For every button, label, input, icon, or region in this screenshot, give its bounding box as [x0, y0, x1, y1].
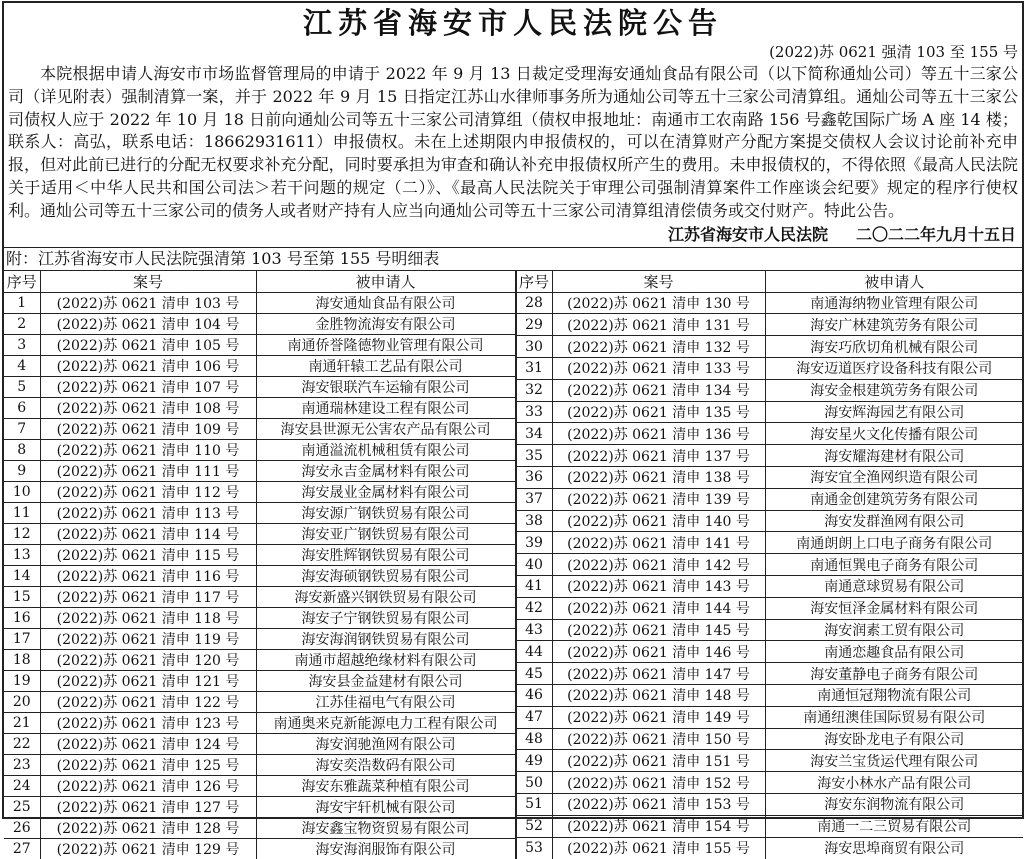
- row-respondent: 海安辉海园艺有限公司: [765, 401, 1023, 423]
- table-row: [4, 817, 515, 838]
- row-case-number: (2022)苏 0621 清申 123 号: [40, 712, 256, 733]
- row-respondent: 南通恒冠翔物流有限公司: [765, 684, 1023, 706]
- row-case-number: (2022)苏 0621 清申 151 号: [552, 750, 765, 772]
- row-index: 20: [4, 691, 40, 712]
- row-case-number: (2022)苏 0621 清申 129 号: [40, 838, 256, 859]
- table-row: [4, 376, 515, 397]
- row-case-number: (2022)苏 0621 清申 124 号: [40, 733, 256, 754]
- row-index: 21: [4, 712, 40, 733]
- table-row: [516, 706, 1023, 728]
- table-row: [4, 397, 515, 418]
- row-case-number: (2022)苏 0621 清申 133 号: [552, 357, 765, 379]
- row-respondent: 海安润驰渔网有限公司: [256, 733, 515, 754]
- row-case-number: (2022)苏 0621 清申 139 号: [552, 488, 765, 510]
- row-respondent: 南通侨誉隆德物业管理有限公司: [256, 334, 515, 355]
- row-respondent: 海安东润物流有限公司: [765, 793, 1023, 815]
- row-index: 53: [516, 837, 552, 859]
- row-case-number: (2022)苏 0621 清申 132 号: [552, 336, 765, 358]
- row-respondent: 南通轩辕工艺品有限公司: [256, 355, 515, 376]
- row-case-number: (2022)苏 0621 清申 134 号: [552, 379, 765, 401]
- row-case-number: (2022)苏 0621 清申 147 号: [552, 663, 765, 685]
- row-index: 12: [4, 523, 40, 544]
- row-respondent: 海安海硕钢铁贸易有限公司: [256, 565, 515, 586]
- row-case-number: (2022)苏 0621 清申 153 号: [552, 793, 765, 815]
- row-index: 28: [516, 292, 552, 314]
- row-index: 49: [516, 750, 552, 772]
- row-respondent: 海安小林水产品有限公司: [765, 772, 1023, 794]
- table-row: [516, 750, 1023, 772]
- row-respondent: 海安奕浩数码有限公司: [256, 754, 515, 775]
- table-row: [4, 313, 515, 334]
- appendix-table-right: [516, 271, 1024, 859]
- row-index: 15: [4, 586, 40, 607]
- appendix-title: 附：江苏省海安市人民法院强清第 103 号至第 155 号明细表: [6, 248, 440, 268]
- table-row: [516, 619, 1023, 641]
- row-respondent: 南通海纳物业管理有限公司: [765, 292, 1023, 314]
- row-index: 24: [4, 775, 40, 796]
- announcement-title: 江苏省海安市人民法院公告: [302, 6, 723, 40]
- row-respondent: 海安发群渔网有限公司: [765, 510, 1023, 532]
- row-index: 26: [4, 817, 40, 838]
- row-respondent: 海安思埠商贸有限公司: [765, 837, 1023, 859]
- table-row: [516, 793, 1023, 815]
- row-index: 19: [4, 670, 40, 691]
- row-index: 51: [516, 793, 552, 815]
- header-case-no: 案号: [40, 271, 256, 293]
- row-index: 25: [4, 796, 40, 817]
- row-respondent: 海安新盛兴钢铁贸易有限公司: [256, 586, 515, 607]
- row-index: 47: [516, 706, 552, 728]
- table-row: [4, 754, 515, 775]
- row-case-number: (2022)苏 0621 清申 111 号: [40, 460, 256, 481]
- table-row: [516, 379, 1023, 401]
- table-row: [4, 775, 515, 796]
- row-case-number: (2022)苏 0621 清申 152 号: [552, 772, 765, 794]
- row-case-number: (2022)苏 0621 清申 109 号: [40, 418, 256, 439]
- appendix-tables: [4, 270, 1022, 859]
- row-respondent: 南通意球贸易有限公司: [765, 575, 1023, 597]
- court-name: 江苏省海安市人民法院: [667, 224, 828, 244]
- header-index: 序号: [4, 271, 40, 293]
- table-row: [516, 663, 1023, 685]
- row-respondent: 海安县世源无公害农产品有限公司: [256, 418, 515, 439]
- row-case-number: (2022)苏 0621 清申 114 号: [40, 523, 256, 544]
- row-respondent: 海安永吉金属材料有限公司: [256, 460, 515, 481]
- table-row: [4, 733, 515, 754]
- row-index: 36: [516, 466, 552, 488]
- table-row: [4, 355, 515, 376]
- row-index: 34: [516, 423, 552, 445]
- table-row: [4, 628, 515, 649]
- row-index: 43: [516, 619, 552, 641]
- row-case-number: (2022)苏 0621 清申 130 号: [552, 292, 765, 314]
- table-row: [516, 423, 1023, 445]
- table-row: [516, 728, 1023, 750]
- row-respondent: 海安源广钢铁贸易有限公司: [256, 502, 515, 523]
- row-index: 50: [516, 772, 552, 794]
- table-row: [4, 565, 515, 586]
- row-case-number: (2022)苏 0621 清申 125 号: [40, 754, 256, 775]
- row-index: 6: [4, 397, 40, 418]
- table-row: [516, 314, 1023, 336]
- row-case-number: (2022)苏 0621 清申 106 号: [40, 355, 256, 376]
- table-row: [4, 439, 515, 460]
- row-index: 5: [4, 376, 40, 397]
- row-respondent: 海安亚广钢铁贸易有限公司: [256, 523, 515, 544]
- row-index: 18: [4, 649, 40, 670]
- row-index: 22: [4, 733, 40, 754]
- row-case-number: (2022)苏 0621 清申 122 号: [40, 691, 256, 712]
- table-row: [4, 523, 515, 544]
- row-index: 35: [516, 445, 552, 467]
- row-respondent: 南通奥来克新能源电力工程有限公司: [256, 712, 515, 733]
- row-respondent: 海安巧欣切角机械有限公司: [765, 336, 1023, 358]
- table-row: [4, 544, 515, 565]
- table-row: [516, 445, 1023, 467]
- row-case-number: (2022)苏 0621 清申 104 号: [40, 313, 256, 334]
- row-case-number: (2022)苏 0621 清申 105 号: [40, 334, 256, 355]
- row-case-number: (2022)苏 0621 清申 146 号: [552, 641, 765, 663]
- row-index: 52: [516, 815, 552, 837]
- header-case-no: 案号: [552, 271, 765, 293]
- row-case-number: (2022)苏 0621 清申 103 号: [40, 292, 256, 313]
- table-row: [4, 334, 515, 355]
- row-index: 3: [4, 334, 40, 355]
- row-index: 13: [4, 544, 40, 565]
- row-case-number: (2022)苏 0621 清申 119 号: [40, 628, 256, 649]
- row-index: 48: [516, 728, 552, 750]
- row-index: 30: [516, 336, 552, 358]
- table-row: [516, 401, 1023, 423]
- row-respondent: 海安海润服饰有限公司: [256, 838, 515, 859]
- table-row: [4, 838, 515, 859]
- row-respondent: 海安广林建筑劳务有限公司: [765, 314, 1023, 336]
- row-index: 27: [4, 838, 40, 859]
- table-row: [516, 488, 1023, 510]
- row-case-number: (2022)苏 0621 清申 118 号: [40, 607, 256, 628]
- row-respondent: 海安鑫宝物资贸易有限公司: [256, 817, 515, 838]
- row-respondent: 南通市超越绝缘材料有限公司: [256, 649, 515, 670]
- row-index: 41: [516, 575, 552, 597]
- row-respondent: 南通一二三贸易有限公司: [765, 815, 1023, 837]
- table-row: [516, 575, 1023, 597]
- row-case-number: (2022)苏 0621 清申 135 号: [552, 401, 765, 423]
- row-case-number: (2022)苏 0621 清申 126 号: [40, 775, 256, 796]
- table-row: [4, 418, 515, 439]
- row-respondent: 海安星火文化传播有限公司: [765, 423, 1023, 445]
- row-index: 9: [4, 460, 40, 481]
- table-row: [516, 510, 1023, 532]
- row-index: 40: [516, 554, 552, 576]
- row-index: 44: [516, 641, 552, 663]
- row-case-number: (2022)苏 0621 清申 107 号: [40, 376, 256, 397]
- announcement-date: 二〇二二年九月十五日: [855, 224, 1016, 244]
- table-row: [4, 796, 515, 817]
- row-index: 37: [516, 488, 552, 510]
- row-index: 10: [4, 481, 40, 502]
- row-case-number: (2022)苏 0621 清申 148 号: [552, 684, 765, 706]
- row-case-number: (2022)苏 0621 清申 137 号: [552, 445, 765, 467]
- row-index: 39: [516, 532, 552, 554]
- row-case-number: (2022)苏 0621 清申 155 号: [552, 837, 765, 859]
- row-respondent: 海安耀海建材有限公司: [765, 445, 1023, 467]
- row-respondent: 海安迈道医疗设备科技有限公司: [765, 357, 1023, 379]
- table-row: [516, 815, 1023, 837]
- row-respondent: 南通纽澳佳国际贸易有限公司: [765, 706, 1023, 728]
- row-case-number: (2022)苏 0621 清申 115 号: [40, 544, 256, 565]
- row-respondent: 海安海润钢铁贸易有限公司: [256, 628, 515, 649]
- table-row: [4, 691, 515, 712]
- row-index: 4: [4, 355, 40, 376]
- row-case-number: (2022)苏 0621 清申 116 号: [40, 565, 256, 586]
- row-respondent: 海安董静电子商务有限公司: [765, 663, 1023, 685]
- table-row: [4, 586, 515, 607]
- row-index: 38: [516, 510, 552, 532]
- table-row: [4, 460, 515, 481]
- row-respondent: 海安子宁钢铁贸易有限公司: [256, 607, 515, 628]
- table-row: [4, 292, 515, 313]
- row-case-number: (2022)苏 0621 清申 145 号: [552, 619, 765, 641]
- row-case-number: (2022)苏 0621 清申 149 号: [552, 706, 765, 728]
- header-respondent: 被申请人: [765, 271, 1023, 293]
- row-case-number: (2022)苏 0621 清申 140 号: [552, 510, 765, 532]
- row-respondent: 南通朗朗上口电子商务有限公司: [765, 532, 1023, 554]
- row-index: 7: [4, 418, 40, 439]
- table-row: [516, 597, 1023, 619]
- row-index: 33: [516, 401, 552, 423]
- row-respondent: 海安宜全渔网织造有限公司: [765, 466, 1023, 488]
- row-index: 16: [4, 607, 40, 628]
- row-case-number: (2022)苏 0621 清申 128 号: [40, 817, 256, 838]
- row-respondent: 海安通灿食品有限公司: [256, 292, 515, 313]
- row-respondent: 海安兰宝货运代理有限公司: [765, 750, 1023, 772]
- row-index: 31: [516, 357, 552, 379]
- announcement-page: [2, 1, 1024, 858]
- row-case-number: (2022)苏 0621 清申 141 号: [552, 532, 765, 554]
- row-respondent: 海安胜辉钢铁贸易有限公司: [256, 544, 515, 565]
- header-respondent: 被申请人: [256, 271, 515, 293]
- table-row: [4, 607, 515, 628]
- row-index: 46: [516, 684, 552, 706]
- row-case-number: (2022)苏 0621 清申 142 号: [552, 554, 765, 576]
- row-respondent: 南通金创建筑劳务有限公司: [765, 488, 1023, 510]
- row-respondent: 海安晟业金属材料有限公司: [256, 481, 515, 502]
- row-index: 17: [4, 628, 40, 649]
- row-index: 23: [4, 754, 40, 775]
- row-case-number: (2022)苏 0621 清申 131 号: [552, 314, 765, 336]
- announcement-body: 本院根据申请人海安市市场监督管理局的申请于 2022 年 9 月 13 日裁定受理海安通灿食品有限公司（以下简称通灿公司）等五十三家公司（详见附表）强制清算一案，并于 2022 年 9 月 15 日指定江苏山水律师事务所为通灿公司等五十三家公司清算组。通灿公司等五十三家公司债权人应于 2022 年 10 月 18 日前向通灿公司等五十三家公司清算组（债权申报地址：南通市工农南路 156 号鑫乾国际广场 A 座 14 楼；联系人：高弘，联系电话：18662931611）申报债权。未在上述期限内申报债权的，可以在清算财产分配方案提交债权人会议讨论前补充申报，但对此前已进行的分配无权要求补充分配，同时要承担为审查和确认补充申报债权所产生的费用。未申报债权的，不得依照《最高人民法院关于适用＜中华人民共和国公司法＞若干问题的规定（二）》、《最高人民法院关于审理公司强制清算案件工作座谈会纪要》规定的程序行使权利。通灿公司等五十三家公司的债务人或者财产持有人应当向通灿公司等五十三家公司清算组清偿债务或交付财产。特此公告。: [8, 64, 1018, 220]
- table-row: [516, 837, 1023, 859]
- table-row: [4, 502, 515, 523]
- row-respondent: 海安润素工贸有限公司: [765, 619, 1023, 641]
- row-case-number: (2022)苏 0621 清申 144 号: [552, 597, 765, 619]
- table-row: [516, 772, 1023, 794]
- table-row: [4, 712, 515, 733]
- table-row: [516, 532, 1023, 554]
- table-row: [516, 292, 1023, 314]
- signature-line: [4, 223, 1022, 247]
- row-respondent: 海安县金益建材有限公司: [256, 670, 515, 691]
- row-index: 14: [4, 565, 40, 586]
- row-respondent: 金胜物流海安有限公司: [256, 313, 515, 334]
- table-row: [516, 641, 1023, 663]
- row-index: 45: [516, 663, 552, 685]
- row-case-number: (2022)苏 0621 清申 154 号: [552, 815, 765, 837]
- row-case-number: (2022)苏 0621 清申 143 号: [552, 575, 765, 597]
- row-index: 32: [516, 379, 552, 401]
- row-respondent: 南通瑞林建设工程有限公司: [256, 397, 515, 418]
- table-row: [516, 554, 1023, 576]
- table-row: [516, 357, 1023, 379]
- row-index: 8: [4, 439, 40, 460]
- table-row: [516, 684, 1023, 706]
- row-case-number: (2022)苏 0621 清申 120 号: [40, 649, 256, 670]
- row-case-number: (2022)苏 0621 清申 117 号: [40, 586, 256, 607]
- row-respondent: 海安东雅蔬菜种植有限公司: [256, 775, 515, 796]
- header-index: 序号: [516, 271, 552, 293]
- row-respondent: 南通溢流机械租赁有限公司: [256, 439, 515, 460]
- row-index: 11: [4, 502, 40, 523]
- row-respondent: 江苏佳福电气有限公司: [256, 691, 515, 712]
- row-index: 1: [4, 292, 40, 313]
- table-row: [4, 481, 515, 502]
- row-index: 29: [516, 314, 552, 336]
- row-respondent: 海安银联汽车运输有限公司: [256, 376, 515, 397]
- appendix-table-left: [4, 271, 516, 859]
- row-case-number: (2022)苏 0621 清申 110 号: [40, 439, 256, 460]
- table-row: [4, 670, 515, 691]
- appendix-table-left-body: [4, 292, 515, 859]
- row-respondent: 海安恒泽金属材料有限公司: [765, 597, 1023, 619]
- table-row: [516, 336, 1023, 358]
- table-row: [516, 466, 1023, 488]
- row-index: 2: [4, 313, 40, 334]
- row-case-number: (2022)苏 0621 清申 138 号: [552, 466, 765, 488]
- row-case-number: (2022)苏 0621 清申 127 号: [40, 796, 256, 817]
- case-reference: (2022)苏 0621 强清 103 至 155 号: [769, 43, 1018, 61]
- row-respondent: 南通恒巽电子商务有限公司: [765, 554, 1023, 576]
- row-case-number: (2022)苏 0621 清申 136 号: [552, 423, 765, 445]
- row-case-number: (2022)苏 0621 清申 113 号: [40, 502, 256, 523]
- row-index: 42: [516, 597, 552, 619]
- row-respondent: 海安金根建筑劳务有限公司: [765, 379, 1023, 401]
- row-case-number: (2022)苏 0621 清申 150 号: [552, 728, 765, 750]
- row-respondent: 南通恋趣食品有限公司: [765, 641, 1023, 663]
- appendix-table-right-body: [516, 292, 1023, 859]
- row-case-number: (2022)苏 0621 清申 121 号: [40, 670, 256, 691]
- row-respondent: 海安宇轩机械有限公司: [256, 796, 515, 817]
- row-respondent: 海安卧龙电子有限公司: [765, 728, 1023, 750]
- row-case-number: (2022)苏 0621 清申 112 号: [40, 481, 256, 502]
- table-row: [4, 649, 515, 670]
- row-case-number: (2022)苏 0621 清申 108 号: [40, 397, 256, 418]
